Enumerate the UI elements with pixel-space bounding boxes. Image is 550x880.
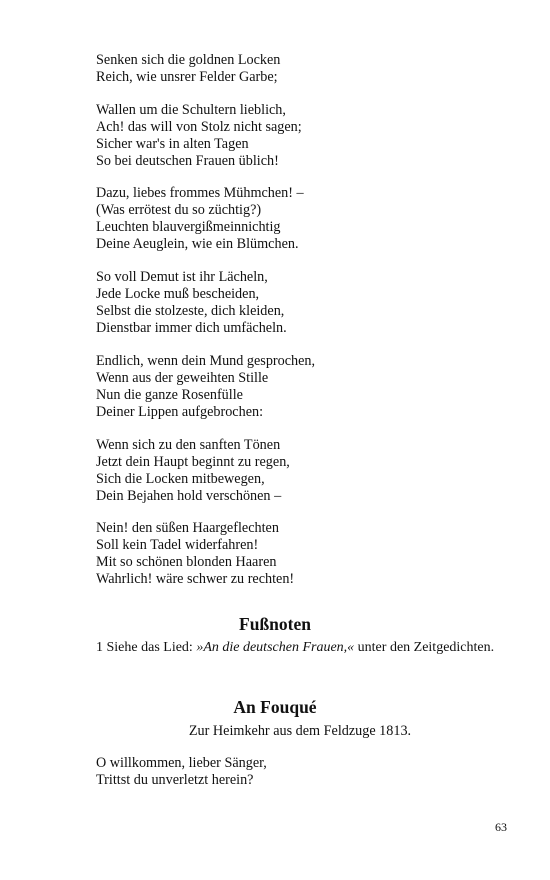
verse-line: Deiner Lippen aufgebrochen: — [96, 404, 264, 420]
footnote-cited-title: »An die deutschen Frauen,« — [196, 640, 355, 655]
verse-line: Trittst du unverletzt herein? — [96, 772, 254, 788]
verse-line: Deine Aeuglein, wie ein Blümchen. — [96, 236, 299, 252]
verse-line: Endlich, wenn dein Mund gesprochen, — [96, 353, 316, 369]
footnote-text — [96, 639, 508, 656]
footnote-lead: Siehe das Lied: — [106, 640, 197, 655]
verse-line: Nun die ganze Rosenfülle — [96, 387, 243, 403]
verse-line: Wallen um die Schultern lieblich, — [96, 102, 286, 118]
verse-line: O willkommen, lieber Sänger, — [96, 755, 267, 771]
poem-title: An Fouqué — [233, 697, 317, 717]
stanza-7 — [96, 520, 516, 588]
verse-line: Wahrlich! wäre schwer zu rechten! — [96, 571, 295, 587]
stanza-5 — [96, 353, 516, 421]
next-poem-opening — [96, 755, 516, 789]
verse-line: Jede Locke muß bescheiden, — [96, 286, 260, 302]
verse-line: Sich die Locken mitbewegen, — [96, 471, 265, 487]
verse-line: Reich, wie unsrer Felder Garbe; — [96, 69, 278, 85]
stanza-2 — [96, 102, 516, 170]
verse-line: Jetzt dein Haupt beginnt zu regen, — [96, 454, 290, 470]
verse-line: Soll kein Tadel widerfahren! — [96, 537, 259, 553]
stanza-6 — [96, 437, 516, 505]
verse-line: So voll Demut ist ihr Lächeln, — [96, 269, 268, 285]
verse-line: Nein! den süßen Haargeflechten — [96, 520, 279, 536]
verse-line: Wenn sich zu den sanften Tönen — [96, 437, 281, 453]
verse-line: (Was errötest du so züchtig?) — [96, 202, 262, 218]
verse-line: Sicher war's in alten Tagen — [96, 136, 249, 152]
stanza-4 — [96, 269, 516, 337]
verse-line: Dein Bejahen hold verschönen – — [96, 488, 282, 504]
verse-line: Leuchten blauvergißmeinnichtig — [96, 219, 281, 235]
verse-line: Dazu, liebes frommes Mühmchen! – — [96, 185, 304, 201]
verse-line: So bei deutschen Frauen üblich! — [96, 153, 279, 169]
footnote-number: 1 — [96, 640, 103, 655]
verse-line: Wenn aus der geweihten Stille — [96, 370, 269, 386]
poem-subtitle: Zur Heimkehr aus dem Feldzuge 1813. — [188, 723, 412, 739]
verse-line: Ach! das will von Stolz nicht sagen; — [96, 119, 302, 135]
verse-line: Selbst die stolzeste, dich kleiden, — [96, 303, 285, 319]
footnotes-heading: Fußnoten — [239, 614, 311, 634]
stanza-3 — [96, 185, 516, 253]
verse-line: Dienstbar immer dich umfächeln. — [96, 320, 287, 336]
footnote-tail: unter den Zeitgedichten. — [354, 640, 495, 655]
verse-line: Mit so schönen blonden Haaren — [96, 554, 277, 570]
stanza-1 — [96, 52, 516, 86]
page-number: 63 — [495, 820, 507, 834]
verse-line: Senken sich die goldnen Locken — [96, 52, 281, 68]
